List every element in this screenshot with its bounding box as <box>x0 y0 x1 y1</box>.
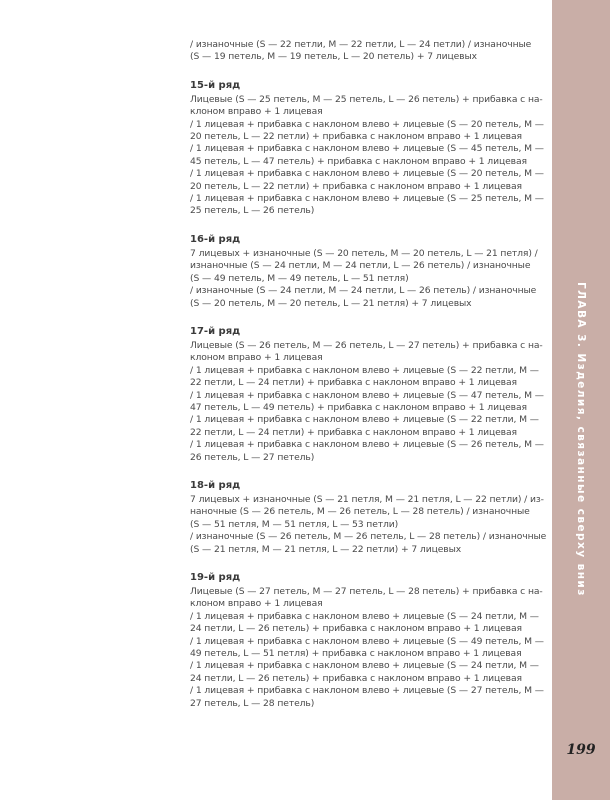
text-line: 22 петли, L — 24 петли) + прибавка с наклоном вправо + 1 лицевая <box>190 377 517 389</box>
text-line: 20 петель, L — 22 петли) + прибавка с наклоном вправо + 1 лицевая <box>190 131 522 143</box>
row-instructions <box>190 79 547 710</box>
text-line: 47 петель, L — 49 петель) + прибавка с наклоном вправо + 1 лицевая <box>190 401 527 413</box>
row-section <box>190 572 544 710</box>
row-section <box>190 325 544 464</box>
text-line: Лицевые (S — 25 петель, M — 25 петель, L — 26 петель) + прибавка с на- <box>190 93 543 105</box>
text-line: / 1 лицевая + прибавка с наклоном влево + лицевые (S — 22 петли, M — <box>190 364 539 376</box>
chapter-title-container <box>552 0 610 800</box>
text-line: / 1 лицевая + прибавка с наклоном влево + лицевые (S — 24 петли, M — <box>190 660 539 672</box>
text-line: / 1 лицевая + прибавка с наклоном влево + лицевые (S — 27 петель, M — <box>190 685 544 697</box>
text-line: / изнаночные (S — 24 петли, M — 24 петли, L — 26 петель) / изнаночные <box>190 285 537 297</box>
row-heading: 18-й ряд <box>190 479 241 491</box>
text-line: (S — 21 петля, M — 21 петля, L — 22 петли) + 7 лицевых <box>190 543 462 555</box>
text-line: / 1 лицевая + прибавка с наклоном влево + лицевые (S — 22 петли, M — <box>190 414 539 426</box>
text-line: / 1 лицевая + прибавка с наклоном влево + лицевые (S — 49 петель, M — <box>190 635 544 647</box>
text-line: / 1 лицевая + прибавка с наклоном влево + лицевые (S — 45 петель, M — <box>190 143 544 155</box>
text-line: (S — 20 петель, M — 20 петель, L — 21 петля) + 7 лицевых <box>190 297 472 309</box>
text-line: (S — 19 петель, M — 19 петель, L — 20 петель) + 7 лицевых <box>190 51 477 63</box>
text-line: 49 петель, L — 51 петля) + прибавка с наклоном вправо + 1 лицевая <box>190 648 522 660</box>
text-line: изнаночные (S — 24 петли, M — 24 петли, L — 26 петель) / изнаночные <box>190 260 531 272</box>
text-line: / 1 лицевая + прибавка с наклоном влево + лицевые (S — 25 петель, M — <box>190 193 544 205</box>
text-line: / 1 лицевая + прибавка с наклоном влево + лицевые (S — 20 петель, M — <box>190 168 544 180</box>
row-heading: 17-й ряд <box>190 325 241 337</box>
page-number: 199 <box>566 742 596 758</box>
text-line: 22 петли, L — 24 петли) + прибавка с наклоном вправо + 1 лицевая <box>190 426 517 438</box>
text-line: 25 петель, L — 26 петель) <box>190 205 315 217</box>
text-line: / 1 лицевая + прибавка с наклоном влево + лицевые (S — 24 петли, M — <box>190 610 539 622</box>
text-line: 20 петель, L — 22 петли) + прибавка с наклоном вправо + 1 лицевая <box>190 180 522 192</box>
intro-paragraph <box>190 39 540 64</box>
row-section <box>190 234 540 310</box>
text-line: Лицевые (S — 27 петель, M — 27 петель, L — 28 петель) + прибавка с на- <box>190 586 543 597</box>
row-heading: 15-й ряд <box>190 79 241 91</box>
text-line: 7 лицевых + изнаночные (S — 21 петля, M — 21 петля, L — 22 петли) / из- <box>190 493 544 505</box>
page-content <box>190 39 547 710</box>
text-line: 24 петли, L — 26 петель) + прибавка с наклоном вправо + 1 лицевая <box>190 672 522 684</box>
row-section <box>190 79 544 218</box>
row-heading: 16-й ряд <box>190 233 241 245</box>
text-line: 26 петель, L — 27 петель) <box>190 451 315 463</box>
text-line: клоном вправо + 1 лицевая <box>190 352 323 364</box>
text-line: / изнаночные (S — 22 петли, M — 22 петли, L — 24 петли) / изнаночные <box>190 39 532 50</box>
text-line: (S — 51 петля, M — 51 петля, L — 53 петли) <box>190 518 399 530</box>
row-heading: 19-й ряд <box>190 572 241 583</box>
text-line: 7 лицевых + изнаночные (S — 20 петель, M — 20 петель, L — 21 петля) / <box>190 247 538 259</box>
text-line: / 1 лицевая + прибавка с наклоном влево + лицевые (S — 26 петель, M — <box>190 439 544 451</box>
text-line: / 1 лицевая + прибавка с наклоном влево + лицевые (S — 47 петель, M — <box>190 389 544 401</box>
text-line: клоном вправо + 1 лицевая <box>190 598 323 610</box>
text-line: 45 петель, L — 47 петель) + прибавка с наклоном вправо + 1 лицевая <box>190 155 527 167</box>
text-line: Лицевые (S — 26 петель, M — 26 петель, L — 27 петель) + прибавка с на- <box>190 339 543 351</box>
text-line: (S — 49 петель, M — 49 петель, L — 51 петля) <box>190 272 409 284</box>
text-line: наночные (S — 26 петель, M — 26 петель, L — 28 петель) / изнаночные <box>190 506 530 518</box>
row-section <box>190 479 547 556</box>
text-line: 27 петель, L — 28 петель) <box>190 697 315 709</box>
text-line: / 1 лицевая + прибавка с наклоном влево + лицевые (S — 20 петель, M — <box>190 118 544 130</box>
text-line: / изнаночные (S — 26 петель, M — 26 петель, L — 28 петель) / изнаночные <box>190 531 547 543</box>
text-line: клоном вправо + 1 лицевая <box>190 106 323 118</box>
text-line: 24 петли, L — 26 петель) + прибавка с наклоном вправо + 1 лицевая <box>190 623 522 635</box>
chapter-title: ГЛАВА 3. Изделия, связанные сверху вниз <box>575 282 587 597</box>
